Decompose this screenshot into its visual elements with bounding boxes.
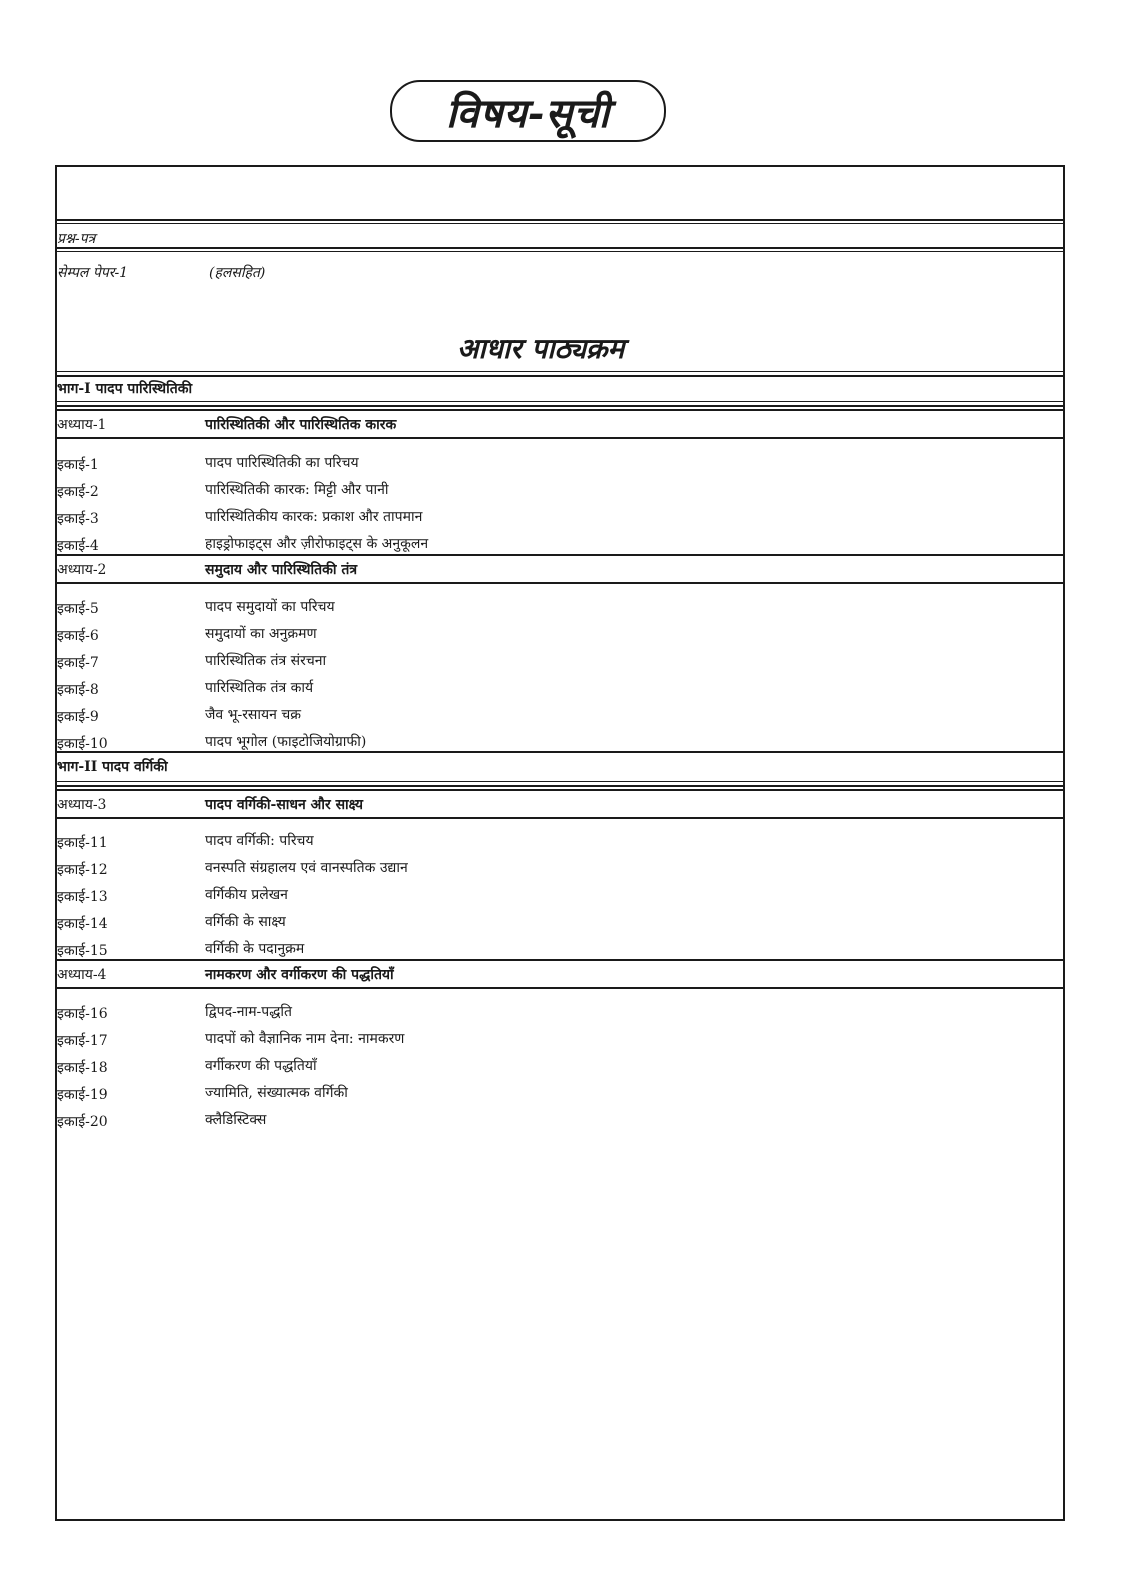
unit-number: इकाई-9 [57, 709, 99, 725]
unit-number: इकाई-6 [57, 628, 99, 644]
chapter-title: पादप वर्गिकी-साधन और साक्ष्य [205, 797, 364, 813]
unit-title: पादप वर्गिकी: परिचय [205, 833, 314, 849]
unit-title: पादप समुदायों का परिचय [205, 599, 335, 615]
unit-title: वर्गिकीय प्रलेखन [205, 887, 288, 903]
chapter-number: अध्याय-2 [57, 562, 107, 578]
sample-paper-note: (हलसहित) [209, 265, 266, 281]
unit-title: क्लैडिस्टिक्स [205, 1112, 267, 1128]
divider [57, 781, 1063, 787]
unit-number: इकाई-15 [57, 943, 108, 959]
unit-number: इकाई-8 [57, 682, 99, 698]
unit-title: हाइड्रोफाइट्स और ज़ीरोफाइट्स के अनुकूलन [205, 536, 429, 552]
unit-title: समुदायों का अनुक्रमण [205, 626, 317, 642]
unit-number: इकाई-3 [57, 511, 99, 527]
unit-number: इकाई-11 [57, 835, 108, 851]
unit-title: पारिस्थितिक तंत्र संरचना [205, 653, 327, 669]
divider [57, 247, 1063, 252]
unit-number: इकाई-4 [57, 538, 99, 554]
chapter-number: अध्याय-1 [57, 417, 107, 433]
chapter-number: अध्याय-4 [57, 967, 107, 983]
unit-title: वनस्पति संग्रहालय एवं वानस्पतिक उद्यान [205, 860, 408, 876]
unit-title: वर्गिकी के पदानुक्रम [205, 941, 305, 957]
unit-number: इकाई-1 [57, 457, 99, 473]
part-heading [57, 753, 1063, 779]
unit-number: इकाई-20 [57, 1114, 108, 1130]
unit-number: इकाई-17 [57, 1033, 108, 1049]
contents-frame [55, 165, 1065, 1521]
unit-title: द्विपद-नाम-पद्धति [205, 1004, 293, 1020]
part-heading [57, 375, 1063, 401]
part-label: भाग-II पादप वर्गिकी [57, 759, 168, 775]
unit-title: वर्गिकी के साक्ष्य [205, 914, 286, 930]
chapter-heading [57, 554, 1063, 584]
part-label: भाग-I पादप पारिस्थितिकी [57, 381, 193, 397]
unit-title: पारिस्थितिक तंत्र कार्य [205, 680, 314, 696]
page-title: विषय-सूची [445, 89, 611, 137]
unit-title: पादप भूगोल (फाइटोजियोग्राफी) [205, 734, 367, 750]
unit-number: इकाई-10 [57, 736, 108, 752]
unit-title: पारिस्थितिकीय कारक: प्रकाश और तापमान [205, 509, 423, 525]
chapter-title: पारिस्थितिकी और पारिस्थितिक कारक [205, 417, 397, 433]
chapter-heading [57, 959, 1063, 989]
unit-number: इकाई-16 [57, 1006, 108, 1022]
course-heading: आधार पाठ्यक्रम [457, 332, 625, 365]
unit-number: इकाई-13 [57, 889, 108, 905]
unit-title: जैव भू-रसायन चक्र [205, 707, 301, 723]
unit-title: पादप पारिस्थितिकी का परिचय [205, 455, 359, 471]
unit-number: इकाई-19 [57, 1087, 108, 1103]
divider [57, 219, 1063, 224]
unit-title: पारिस्थितिकी कारक: मिट्टी और पानी [205, 482, 389, 498]
chapter-heading [57, 789, 1063, 819]
paper-section-label: प्रश्न-पत्र [57, 231, 96, 247]
chapter-title: समुदाय और पारिस्थितिकी तंत्र [205, 562, 358, 578]
unit-title: पादपों को वैज्ञानिक नाम देना: नामकरण [205, 1031, 405, 1047]
title-box [390, 80, 666, 142]
unit-number: इकाई-7 [57, 655, 99, 671]
chapter-title: नामकरण और वर्गीकरण की पद्धतियाँ [205, 967, 394, 983]
unit-number: इकाई-5 [57, 601, 99, 617]
unit-title: ज्यामिति, संख्यात्मक वर्गिकी [205, 1085, 348, 1101]
unit-number: इकाई-12 [57, 862, 108, 878]
chapter-heading [57, 409, 1063, 439]
chapter-number: अध्याय-3 [57, 797, 107, 813]
unit-number: इकाई-2 [57, 484, 99, 500]
unit-title: वर्गीकरण की पद्धतियाँ [205, 1058, 317, 1074]
divider [57, 401, 1063, 407]
sample-paper-label: सेम्पल पेपर-1 [57, 265, 129, 281]
unit-number: इकाई-14 [57, 916, 108, 932]
unit-number: इकाई-18 [57, 1060, 108, 1076]
